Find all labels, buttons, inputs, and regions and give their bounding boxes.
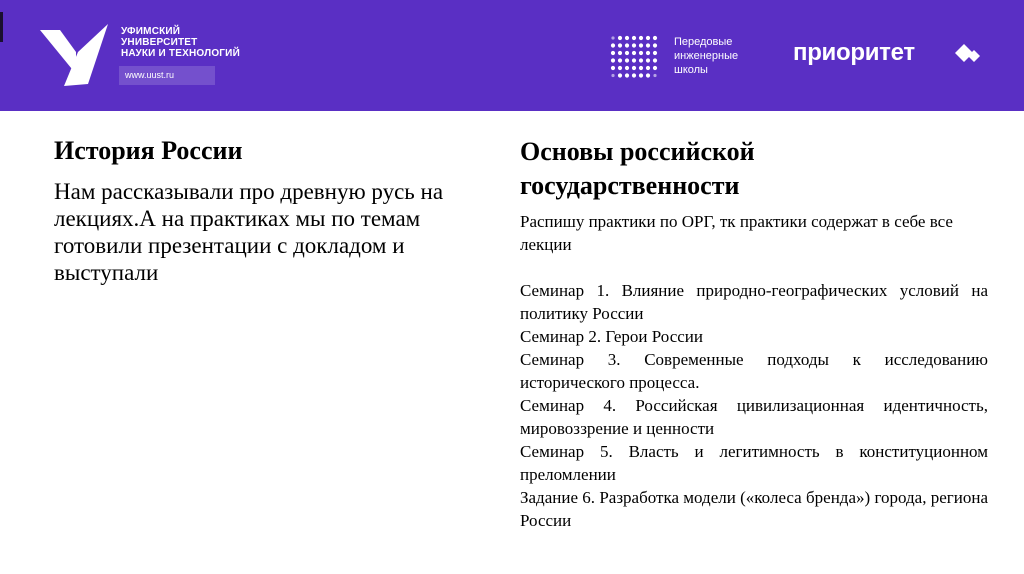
right-column-body — [520, 210, 988, 532]
seminar-item: Задание 6. Разработка модели («колеса бренда») города, региона России — [520, 488, 988, 530]
right-title-line: государственности — [520, 171, 740, 200]
university-name — [121, 26, 240, 59]
header-bar — [0, 0, 1024, 111]
brand-name: приоритет — [793, 39, 915, 66]
priority-diamond-icon — [955, 43, 981, 63]
university-logo-icon — [40, 22, 112, 86]
program-label-line: Передовые — [674, 36, 733, 48]
university-name-line: УНИВЕРСИТЕТ — [121, 37, 198, 48]
edge-marker — [0, 12, 3, 42]
university-name-line: НАУКИ И ТЕХНОЛОГИЙ — [121, 48, 240, 59]
seminar-item: Семинар 2. Герои России — [520, 327, 704, 346]
university-name-line: УФИМСКИЙ — [121, 26, 181, 37]
program-label-line: школы — [674, 64, 708, 76]
dot-grid-icon — [610, 35, 658, 79]
program-label-line: инженерные — [674, 50, 739, 62]
right-column-title — [520, 135, 920, 203]
program-label — [674, 35, 738, 77]
intro-text: Распишу практики по ОРГ, тк практики содержат в себе все лекции — [520, 212, 953, 254]
seminar-item: Семинар 4. Российская цивилизационная идентичность, мировоззрение и ценности — [520, 396, 988, 438]
left-column-body: Нам рассказывали про древную русь на лекциях.А на практиках мы по темам готовили презентации с докладом и выступали — [54, 179, 444, 285]
website-link[interactable]: www.uust.ru — [119, 66, 215, 85]
seminar-item: Семинар 3. Современные подходы к исследованию исторического процесса. — [520, 350, 988, 392]
left-column-title: История России — [54, 136, 243, 165]
seminar-item: Семинар 1. Влияние природно-географических условий на политику России — [520, 281, 988, 323]
right-title-line: Основы российской — [520, 137, 755, 166]
seminar-item: Семинар 5. Власть и легитимность в конституционном преломлении — [520, 442, 988, 484]
